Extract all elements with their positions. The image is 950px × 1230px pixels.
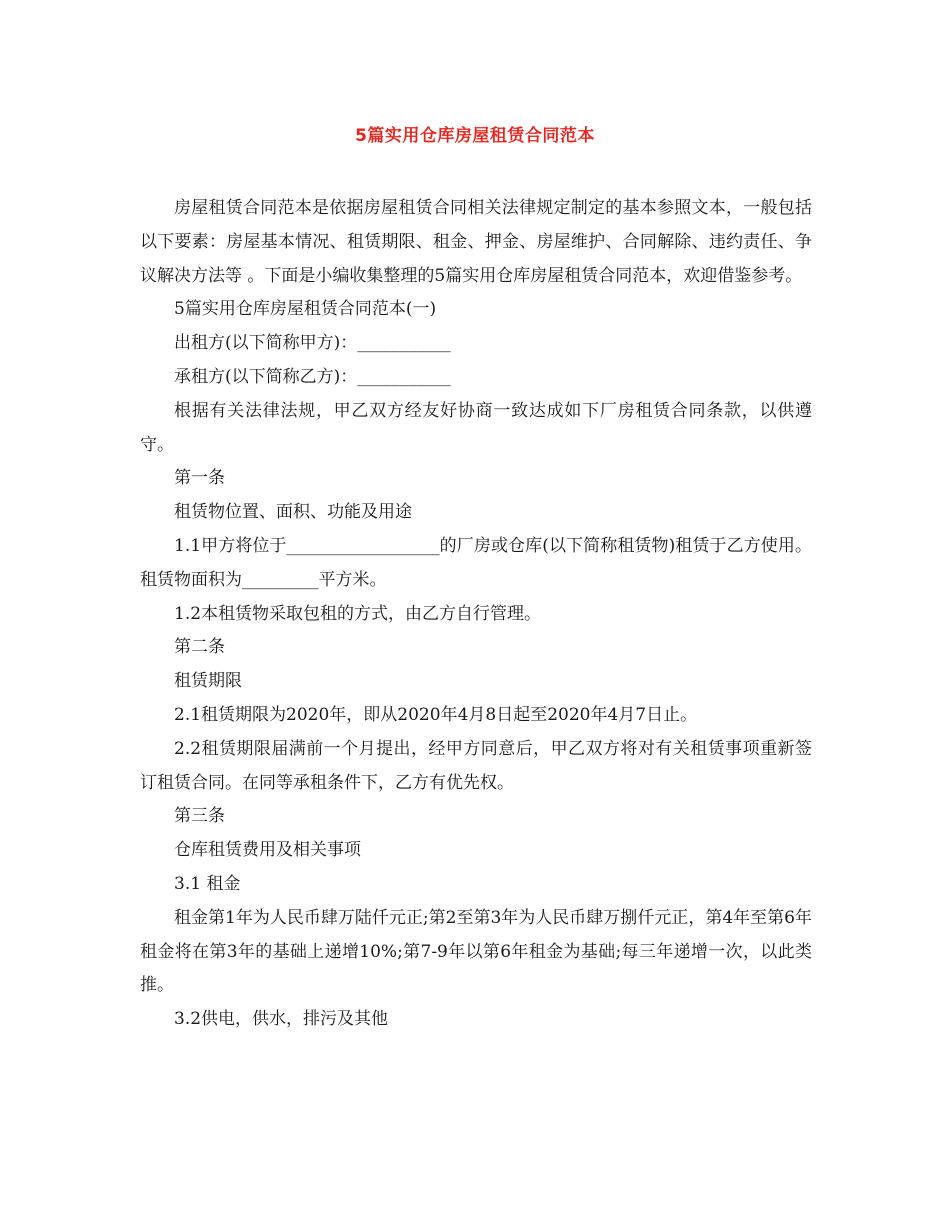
contract-heading: 5篇实用仓库房屋租赁合同范本(一) <box>174 299 437 320</box>
clause-3-2-heading: 3.2供电，供水，排污及其他 <box>174 1009 389 1030</box>
clause-2-2: 2.2租赁期限届满前一个月提出，经甲方同意后，甲乙双方将对有关租赁事项重新签订租赁合同。在同等承租条件下，乙方有优先权。 <box>140 738 812 793</box>
article-1-subtitle: 租赁物位置、面积、功能及用途 <box>174 502 412 523</box>
article-3-subtitle: 仓库租赁费用及相关事项 <box>174 840 361 861</box>
clause-1-2: 1.2本租赁物采取包租的方式，由乙方自行管理。 <box>174 603 542 624</box>
preamble-paragraph: 根据有关法律法规，甲乙双方经友好协商一致达成如下厂房租赁合同条款，以供遵守。 <box>140 400 812 455</box>
article-2-heading: 第二条 <box>174 637 225 658</box>
clause-1-1: 1.1甲方将位于__________________的厂房或仓库(以下简称租赁物)租赁于乙方使用。租赁物面积为_________平方米。 <box>140 535 812 590</box>
document-title: 5篇实用仓库房屋租赁合同范本 <box>355 126 595 146</box>
article-2-subtitle: 租赁期限 <box>174 671 242 692</box>
article-1-heading: 第一条 <box>174 468 225 489</box>
lessee-line: 承租方(以下简称乙方)：___________ <box>174 366 451 387</box>
article-3-heading: 第三条 <box>174 806 225 827</box>
intro-paragraph: 房屋租赁合同范本是依据房屋租赁合同相关法律规定制定的基本参照文本，一般包括以下要素：房屋基本情况、租赁期限、租金、押金、房屋维护、合同解除、违约责任、争议解决方法等 。下面是小编收集整理的5篇实用仓库房屋租赁合同范本，欢迎借鉴参考。 <box>140 198 812 286</box>
clause-2-1: 2.1租赁期限为2020年，即从2020年4月8日起至2020年4月7日止。 <box>174 704 698 725</box>
lessor-line: 出租方(以下简称甲方)：___________ <box>174 333 451 354</box>
clause-3-1-text: 租金第1年为人民币肆万陆仟元正;第2至第3年为人民币肆万捌仟元正，第4年至第6年租金将在第3年的基础上递增10%;第7-9年以第6年租金为基础;每三年递增一次，以此类推。 <box>140 907 812 996</box>
document-body <box>140 192 812 1037</box>
clause-3-1-heading: 3.1 租金 <box>174 873 241 894</box>
